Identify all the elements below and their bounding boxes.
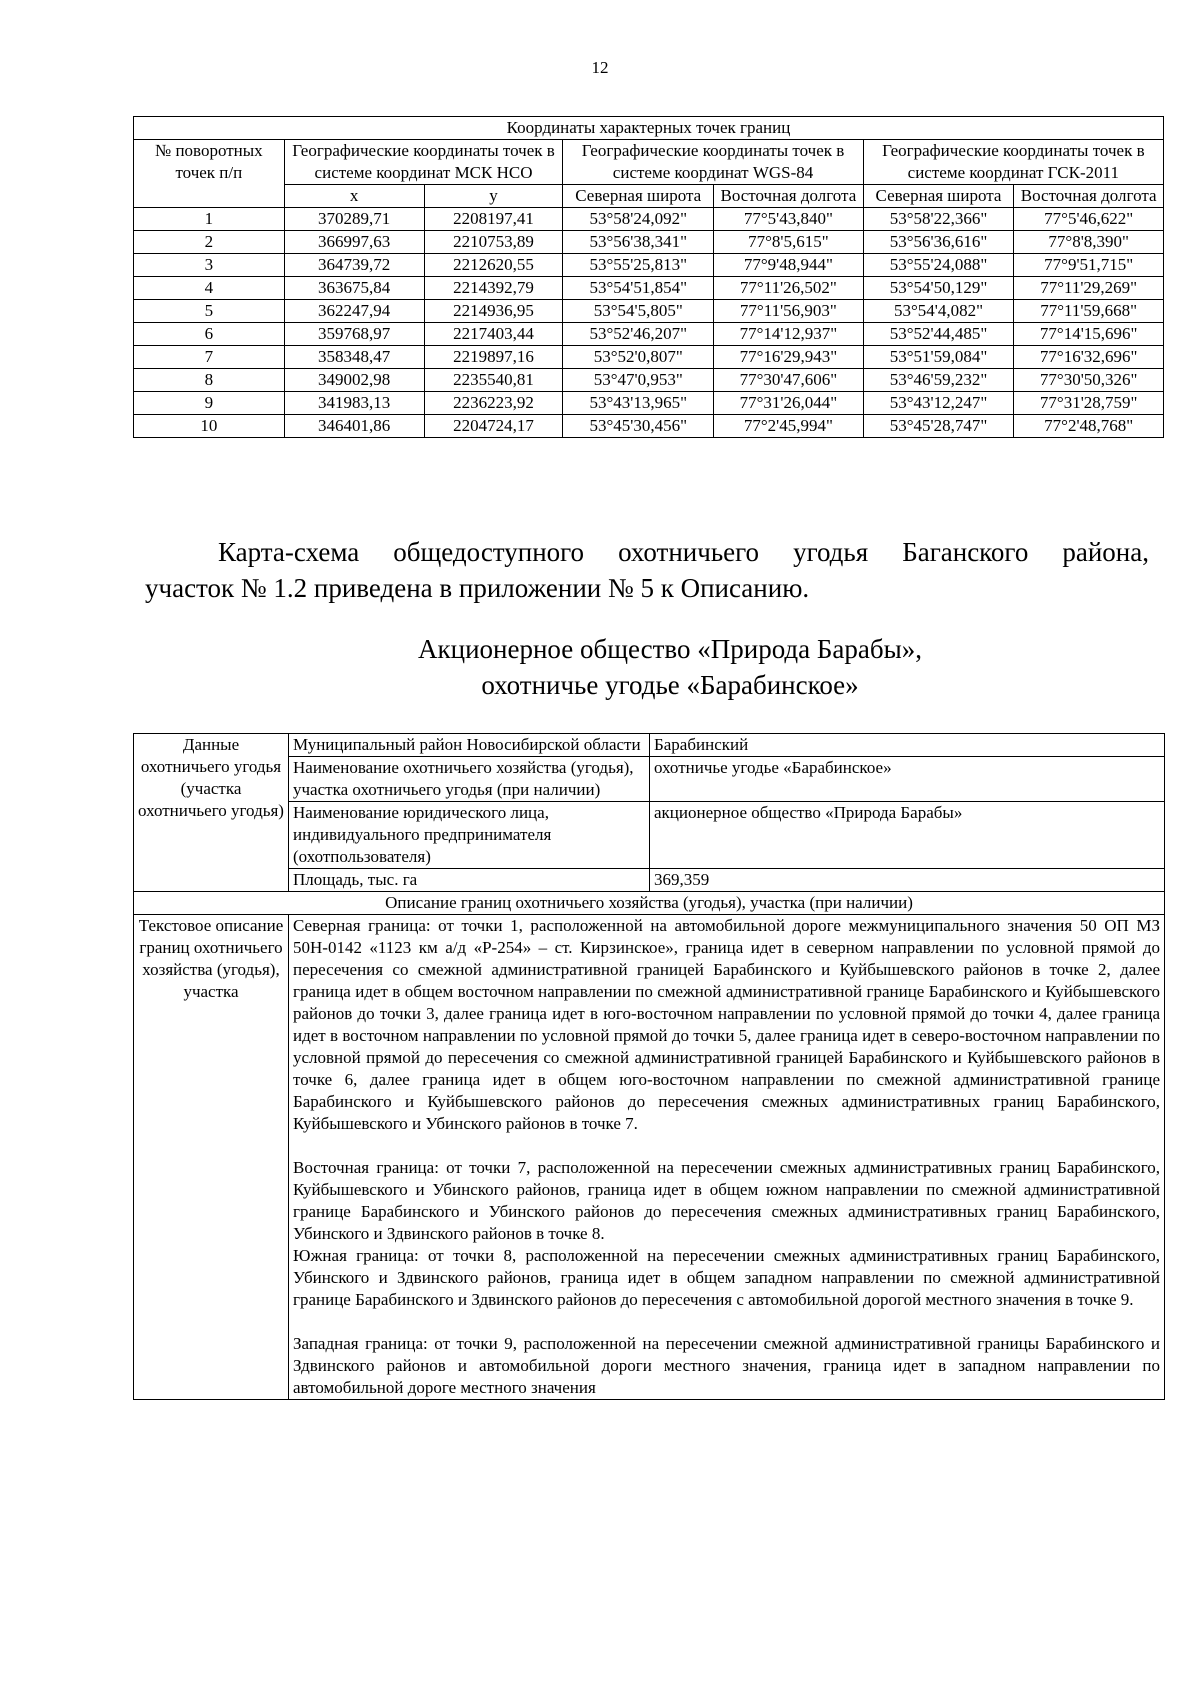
boundary-description bbox=[289, 915, 1165, 1400]
south-boundary-text: Южная граница: от точки 8, расположенной на пересечении смежных административных границ Барабинского, Убинского и Здвинского районов, граница идет в общем западном направлении по смежной административной границе Барабинского и Здвинского районов до пересечения с автомобильной дорогой местного значения в точке 9. bbox=[293, 1246, 1160, 1309]
msk-x-cell: 358348,47 bbox=[284, 346, 424, 369]
point-number-cell: 9 bbox=[134, 392, 285, 415]
msk-x-cell: 362247,94 bbox=[284, 300, 424, 323]
wgs-lat-cell: 53°43'13,965" bbox=[563, 392, 714, 415]
wgs-lat-cell: 53°52'46,207" bbox=[563, 323, 714, 346]
info-value-district: Барабинский bbox=[650, 734, 1165, 757]
wgs-lat-cell: 53°58'24,092" bbox=[563, 208, 714, 231]
gsk-lat-cell: 53°51'59,084" bbox=[863, 346, 1014, 369]
gsk-lon-cell: 77°14'15,696" bbox=[1014, 323, 1164, 346]
east-boundary-text: Восточная граница: от точки 7, расположенной на пересечении смежных административных границ Барабинского, Куйбышевского и Убинского районов, граница идет в общем южном направлении по смежной административной границе Барабинского и Убинского районов до пересечения смежных административных границ Барабинского, Убинского и Здвинского районов в точке 8. bbox=[293, 1158, 1160, 1243]
wgs-lat-cell: 53°45'30,456" bbox=[563, 415, 714, 438]
table-row bbox=[134, 208, 1164, 231]
point-number-cell: 7 bbox=[134, 346, 285, 369]
col-header-wgs: Географические координаты точек в системе координат WGS-84 bbox=[563, 140, 863, 185]
gsk-lon-cell: 77°11'59,668" bbox=[1014, 300, 1164, 323]
wgs-lon-cell: 77°8'5,615" bbox=[714, 231, 864, 254]
msk-y-cell: 2208197,41 bbox=[424, 208, 563, 231]
gsk-lat-cell: 53°54'4,082" bbox=[863, 300, 1014, 323]
page-number: 12 bbox=[591, 58, 609, 77]
subheader-x: x bbox=[284, 185, 424, 208]
table-row bbox=[134, 231, 1164, 254]
gsk-lat-cell: 53°56'36,616" bbox=[863, 231, 1014, 254]
wgs-lat-cell: 53°56'38,341" bbox=[563, 231, 714, 254]
msk-x-cell: 366997,63 bbox=[284, 231, 424, 254]
wgs-lat-cell: 53°55'25,813" bbox=[563, 254, 714, 277]
wgs-lon-cell: 77°11'56,903" bbox=[714, 300, 864, 323]
msk-x-cell: 359768,97 bbox=[284, 323, 424, 346]
boundary-section-title: Описание границ охотничьего хозяйства (угодья), участка (при наличии) bbox=[134, 892, 1165, 915]
gsk-lat-cell: 53°45'28,747" bbox=[863, 415, 1014, 438]
org-title bbox=[300, 631, 1040, 703]
text-description-label: Текстовое описание границ охотничьего хозяйства (угодья), участка bbox=[134, 915, 289, 1400]
msk-x-cell: 346401,86 bbox=[284, 415, 424, 438]
point-number-cell: 8 bbox=[134, 369, 285, 392]
wgs-lat-cell: 53°52'0,807" bbox=[563, 346, 714, 369]
col-header-point: № поворотных точек п/п bbox=[134, 140, 285, 208]
gsk-lon-cell: 77°9'51,715" bbox=[1014, 254, 1164, 277]
gsk-lat-cell: 53°55'24,088" bbox=[863, 254, 1014, 277]
info-label-district: Муниципальный район Новосибирской области bbox=[289, 734, 650, 757]
table-row bbox=[134, 415, 1164, 438]
map-note-line1: Карта-схема общедоступного охотничьего угодья Баганского района, bbox=[218, 537, 1149, 567]
info-value-user: акционерное общество «Природа Барабы» bbox=[650, 802, 1165, 869]
gsk-lon-cell: 77°16'32,696" bbox=[1014, 346, 1164, 369]
subheader-y: y bbox=[424, 185, 563, 208]
msk-y-cell: 2214936,95 bbox=[424, 300, 563, 323]
point-number-cell: 6 bbox=[134, 323, 285, 346]
map-note-line2: участок № 1.2 приведена в приложении № 5 к Описанию. bbox=[145, 573, 810, 603]
north-boundary-text: Северная граница: от точки 1, расположенной на автомобильной дороге межмуниципального значения 50 ОП МЗ 50Н-0142 «1123 км а/д «Р-254» – ст. Кирзинское», граница идет в северном направлении по условной прямой до пересечения со смежной административной границей Барабинского и Куйбышевского районов в точке 2, далее граница идет в общем восточном направлении по смежной административной границе Барабинского и Куйбышевского районов до точки 3, далее граница идет в юго-восточном направлении по условной прямой до точки 4, далее граница идет в восточном направлении по условной прямой до точки 5, далее граница идет в северо-восточном направлении по условной прямой до пересечения со смежной административной границей Барабинского и Куйбышевского районов в точке 6, далее граница идет в общем юго-восточном направлении по смежной административной границе Барабинского и Куйбышевского районов до пересечения смежных административных границ Барабинского, Куйбышевского и Убинского районов в точке 7. bbox=[293, 916, 1160, 1133]
gsk-lat-cell: 53°58'22,366" bbox=[863, 208, 1014, 231]
info-label-area: Площадь, тыс. га bbox=[289, 869, 650, 892]
info-label-ground-name: Наименование охотничьего хозяйства (угодья), участка охотничьего угодья (при наличии) bbox=[289, 757, 650, 802]
table-row bbox=[134, 277, 1164, 300]
msk-y-cell: 2204724,17 bbox=[424, 415, 563, 438]
gsk-lat-cell: 53°46'59,232" bbox=[863, 369, 1014, 392]
msk-x-cell: 341983,13 bbox=[284, 392, 424, 415]
wgs-lon-cell: 77°11'26,502" bbox=[714, 277, 864, 300]
hunting-ground-info-table bbox=[133, 733, 1165, 1400]
wgs-lon-cell: 77°9'48,944" bbox=[714, 254, 864, 277]
table-row bbox=[134, 369, 1164, 392]
wgs-lat-cell: 53°47'0,953" bbox=[563, 369, 714, 392]
map-note bbox=[145, 534, 1149, 606]
table-row bbox=[134, 392, 1164, 415]
msk-y-cell: 2212620,55 bbox=[424, 254, 563, 277]
msk-y-cell: 2219897,16 bbox=[424, 346, 563, 369]
info-value-area: 369,359 bbox=[650, 869, 1165, 892]
point-number-cell: 4 bbox=[134, 277, 285, 300]
point-number-cell: 2 bbox=[134, 231, 285, 254]
table-row bbox=[134, 323, 1164, 346]
point-number-cell: 10 bbox=[134, 415, 285, 438]
wgs-lat-cell: 53°54'5,805" bbox=[563, 300, 714, 323]
gsk-lon-cell: 77°31'28,759" bbox=[1014, 392, 1164, 415]
wgs-lon-cell: 77°5'43,840" bbox=[714, 208, 864, 231]
wgs-lon-cell: 77°16'29,943" bbox=[714, 346, 864, 369]
info-value-ground-name: охотничье угодье «Барабинское» bbox=[650, 757, 1165, 802]
msk-x-cell: 349002,98 bbox=[284, 369, 424, 392]
gsk-lat-cell: 53°43'12,247" bbox=[863, 392, 1014, 415]
gsk-lat-cell: 53°54'50,129" bbox=[863, 277, 1014, 300]
point-number-cell: 5 bbox=[134, 300, 285, 323]
col-header-msk: Географические координаты точек в системе координат МСК НСО bbox=[284, 140, 563, 185]
data-label-cell: Данные охотничьего угодья (участка охотничьего угодья) bbox=[134, 734, 289, 892]
subheader-wgs-lat: Северная широта bbox=[563, 185, 714, 208]
msk-x-cell: 363675,84 bbox=[284, 277, 424, 300]
subheader-wgs-lon: Восточная долгота bbox=[714, 185, 864, 208]
gsk-lat-cell: 53°52'44,485" bbox=[863, 323, 1014, 346]
msk-y-cell: 2236223,92 bbox=[424, 392, 563, 415]
info-label-user: Наименование юридического лица, индивидуального предпринимателя (охотпользователя) bbox=[289, 802, 650, 869]
wgs-lon-cell: 77°30'47,606" bbox=[714, 369, 864, 392]
point-number-cell: 3 bbox=[134, 254, 285, 277]
wgs-lat-cell: 53°54'51,854" bbox=[563, 277, 714, 300]
msk-x-cell: 370289,71 bbox=[284, 208, 424, 231]
msk-y-cell: 2217403,44 bbox=[424, 323, 563, 346]
msk-x-cell: 364739,72 bbox=[284, 254, 424, 277]
col-header-gsk: Географические координаты точек в системе координат ГСК-2011 bbox=[863, 140, 1163, 185]
org-title-line1: Акционерное общество «Природа Барабы», bbox=[418, 634, 922, 664]
org-title-line2: охотничье угодье «Барабинское» bbox=[481, 670, 859, 700]
point-number-cell: 1 bbox=[134, 208, 285, 231]
coordinates-table-title: Координаты характерных точек границ bbox=[134, 117, 1164, 140]
subheader-gsk-lat: Северная широта bbox=[863, 185, 1014, 208]
msk-y-cell: 2214392,79 bbox=[424, 277, 563, 300]
coordinates-table-body bbox=[134, 208, 1164, 438]
gsk-lon-cell: 77°11'29,269" bbox=[1014, 277, 1164, 300]
coordinates-table bbox=[133, 116, 1164, 438]
west-boundary-text: Западная граница: от точки 9, расположенной на пересечении смежной административной границы Барабинского и Здвинского районов и автомобильной дороги местного значения, граница идет в западном направлении по автомобильной дороге местного значения bbox=[293, 1334, 1160, 1397]
wgs-lon-cell: 77°2'45,994" bbox=[714, 415, 864, 438]
gsk-lon-cell: 77°8'8,390" bbox=[1014, 231, 1164, 254]
table-row bbox=[134, 300, 1164, 323]
msk-y-cell: 2210753,89 bbox=[424, 231, 563, 254]
table-row bbox=[134, 254, 1164, 277]
gsk-lon-cell: 77°2'48,768" bbox=[1014, 415, 1164, 438]
gsk-lon-cell: 77°30'50,326" bbox=[1014, 369, 1164, 392]
msk-y-cell: 2235540,81 bbox=[424, 369, 563, 392]
gsk-lon-cell: 77°5'46,622" bbox=[1014, 208, 1164, 231]
table-row bbox=[134, 346, 1164, 369]
subheader-gsk-lon: Восточная долгота bbox=[1014, 185, 1164, 208]
wgs-lon-cell: 77°31'26,044" bbox=[714, 392, 864, 415]
wgs-lon-cell: 77°14'12,937" bbox=[714, 323, 864, 346]
